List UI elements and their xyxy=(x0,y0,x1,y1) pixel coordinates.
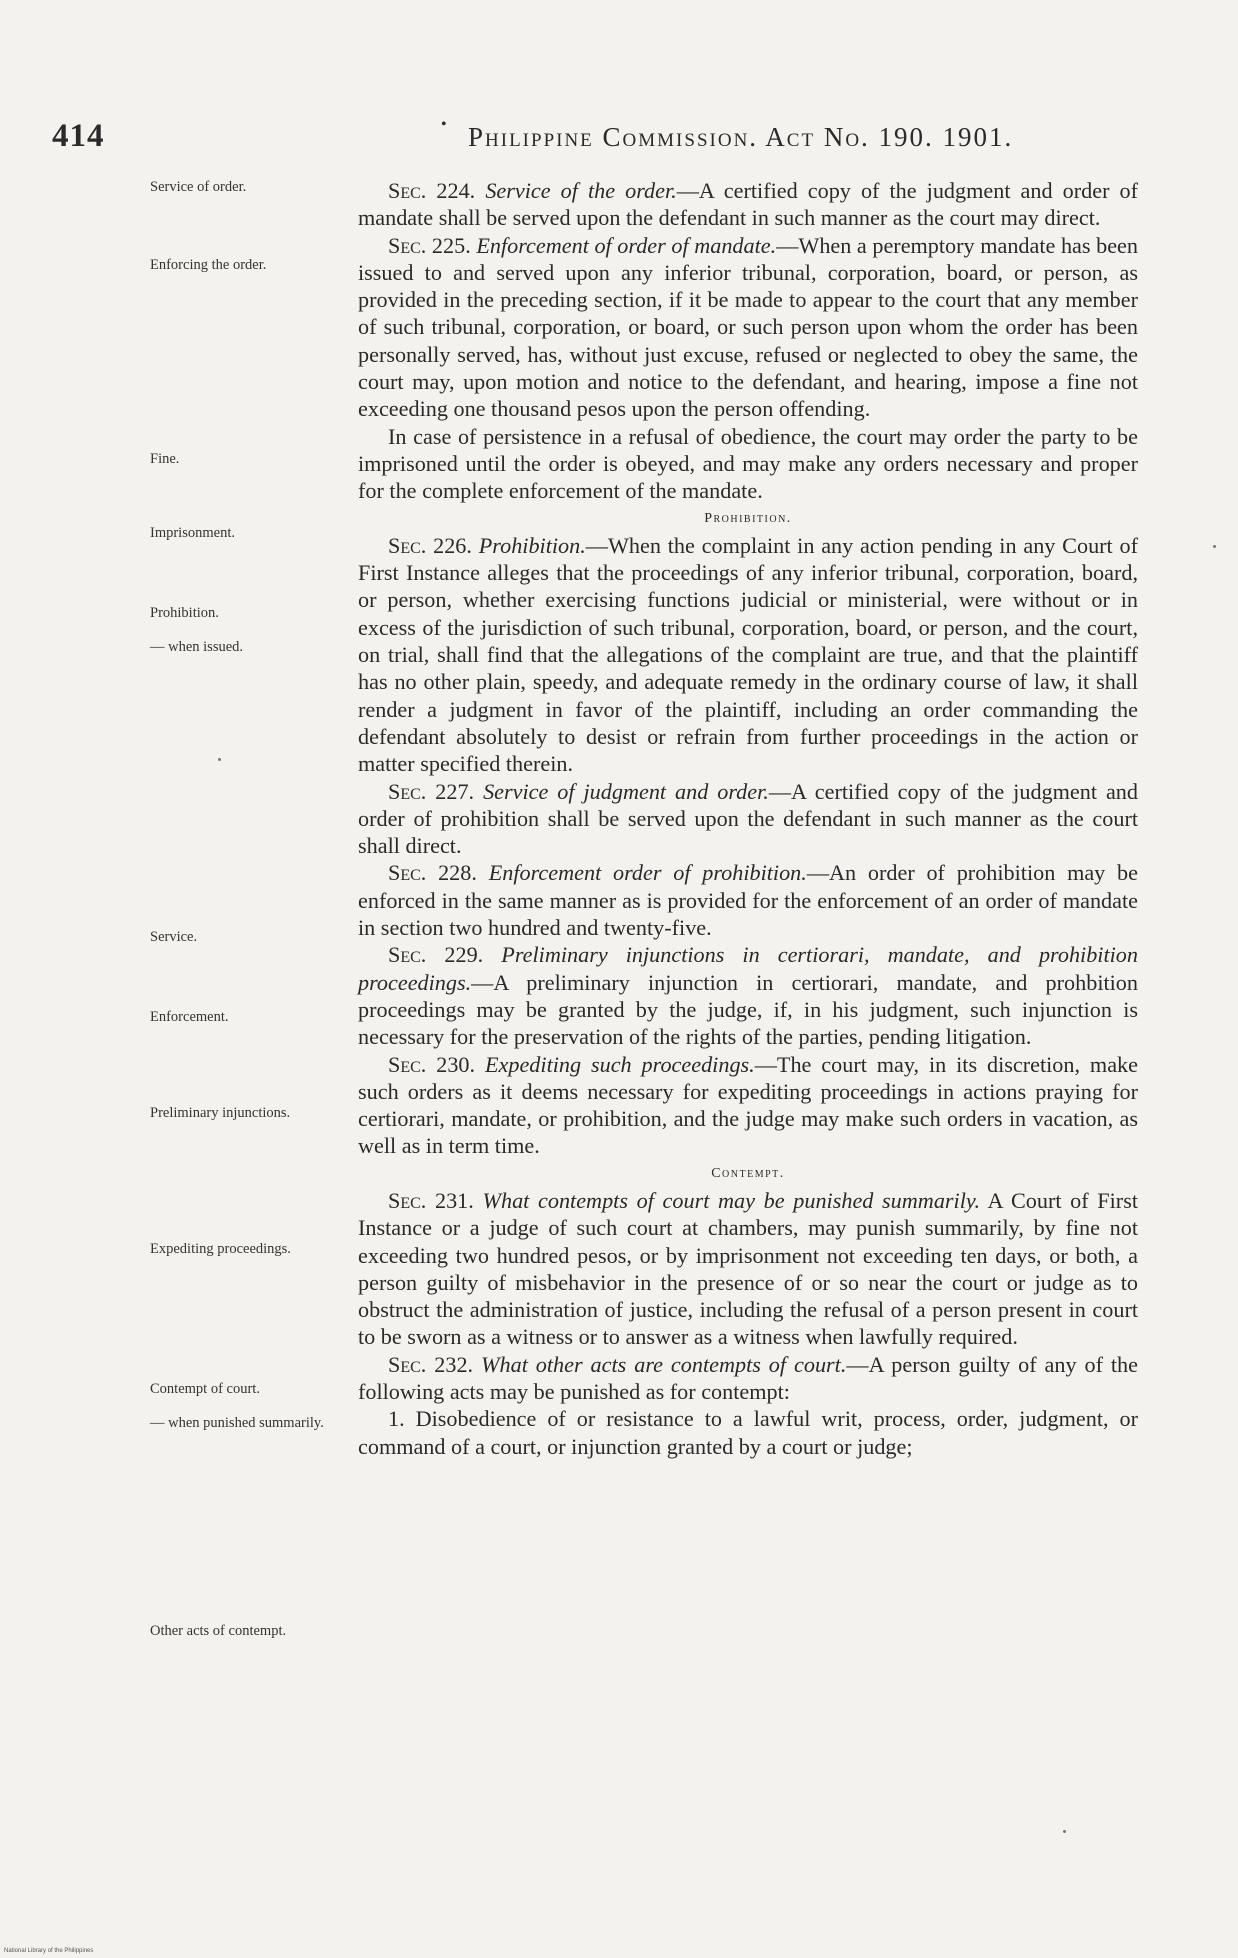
scan-speck xyxy=(1213,545,1216,548)
heading-contempt: Contempt. xyxy=(711,1165,785,1181)
section-title: What contempts of court may be punished summarily. xyxy=(482,1187,981,1213)
scan-speck xyxy=(218,758,221,761)
section-text: —When the complaint in any action pending in any Court of First Instance alleges that the proceedings of any inferior tribunal, corporation, board, or person, whether exercising functions judicial or ministerial, were without or in excess of the jurisdiction of such tribunal, corporation, board, or person, and the court, on trial, shall find that the allegations of the complaint are true, and that the plaintiff has no other plain, speedy, and adequate remedy in the ordinary course of law, it shall render a judgment in favor of the plaintiff, including an order commanding the defendant absolutely to desist or refrain from further proceedings in the action or matter specified therein. xyxy=(358,532,1138,777)
section-label: Sec. 232. xyxy=(388,1351,474,1377)
section-text: —The court may, in its discretion, make such orders as it deems necessary for expediting proceedings in actions praying for certiorari, mandate, or prohibition, and the judge may make such orders in vacation, as well as in term time. xyxy=(358,1051,1138,1159)
section-title: Preliminary injunctions in certiorari, mandate, and prohibition proceedings. xyxy=(358,942,1138,995)
section-225 xyxy=(358,232,1138,423)
section-title: Expediting such proceedings. xyxy=(484,1051,755,1077)
header-dot: • xyxy=(441,116,447,133)
margin-note-fine: Fine. xyxy=(150,451,180,467)
margin-note-contempt-of-court: Contempt of court. xyxy=(150,1381,260,1397)
section-title: Enforcement order of prohibition. xyxy=(488,860,807,886)
section-title: Service of the order. xyxy=(485,178,677,203)
margin-note-imprisonment: Imprisonment. xyxy=(150,525,235,541)
heading-prohibition: Prohibition. xyxy=(704,510,792,526)
scan-speck xyxy=(1063,1830,1066,1833)
section-text: —A person guilty of any of the following acts may be punished as for contempt: xyxy=(358,1351,1138,1405)
margin-note-when-punished-summarily: — when punished summarily. xyxy=(150,1415,324,1431)
section-228 xyxy=(358,859,1138,941)
page-number: 414 xyxy=(52,118,105,154)
section-label: Sec. 230. xyxy=(388,1051,476,1077)
section-text: A Court of First Instance or a judge of such court at chambers, may punish summarily, by fine not exceeding two hundred pesos, or by imprisonment not exceeding ten days, or both, a person guilty of misbehavior in the presence of or so near the court or judge as to obstruct the administration of justice, including the refusal of a person present in court to be sworn as a witness or to answer as a witness when lawfully required. xyxy=(358,1187,1138,1350)
margin-note-enforcement: Enforcement. xyxy=(150,1009,229,1025)
section-231 xyxy=(358,1187,1138,1351)
section-label: Sec. 226. xyxy=(388,532,472,558)
section-label: Sec. 231. xyxy=(388,1187,474,1213)
section-232 xyxy=(358,1351,1138,1406)
section-label: Sec. 224. xyxy=(388,178,476,203)
margin-note-other-acts-of-contempt: Other acts of contempt. xyxy=(150,1623,287,1639)
margin-note-service-of-order: Service of order. xyxy=(150,179,247,195)
section-230 xyxy=(358,1051,1138,1160)
margin-note-prohibition: Prohibition. xyxy=(150,605,219,621)
section-text: —When a peremptory mandate has been issued to and served upon any inferior tribunal, corporation, board, or person, as provided in the preceding section, if it be made to appear to the court that any member of such tribunal, corporation, or board, or such person upon whom the order has been personally served, has, without just excuse, refused or neglected to obey the same, the court may, upon motion and notice to the defendant, and hearing, impose a fine not exceeding one thousand pesos upon the person offending. xyxy=(358,232,1139,422)
section-text: —A preliminary injunction in certiorari, mandate, and prohbition proceedings may be granted by the judge, if, in his judgment, such injunction is necessary for the preservation of the rights of the parties, pending litigation. xyxy=(358,969,1138,1050)
section-224 xyxy=(358,177,1138,232)
section-text: —An order of prohibition may be enforced in the same manner as is provided for the enforcement of an order of mandate in section two hundred and twenty-five. xyxy=(358,860,1138,941)
running-head: Philippine Commission. Act No. 190. 1901. xyxy=(468,122,1014,152)
section-title: Service of judgment and order. xyxy=(483,778,769,804)
section-label: Sec. 228. xyxy=(388,860,477,886)
section-title: Prohibition. xyxy=(478,532,586,558)
section-225-continued: In case of persistence in a refusal of obedience, the court may order the party to be imprisoned until the order is obeyed, and may make any orders necessary and proper for the complete enforcement of the mandate. xyxy=(358,423,1138,504)
section-label: Sec. 225. xyxy=(388,232,471,258)
margin-note-expediting-proceedings: Expediting proceedings. xyxy=(150,1241,291,1257)
section-text: —A certified copy of the judgment and order of prohibition shall be served upon the defendant in such manner as the court shall direct. xyxy=(358,778,1138,859)
section-title: Enforcement of order of mandate. xyxy=(476,232,777,258)
section-229 xyxy=(358,941,1138,1050)
body-text xyxy=(358,177,1138,1460)
scan-footer: National Library of the Philippines xyxy=(4,1948,94,1954)
section-227 xyxy=(358,778,1138,860)
section-label: Sec. 227. xyxy=(388,778,475,804)
margin-note-when-issued: — when issued. xyxy=(150,639,244,655)
list-item-1: 1. Disobedience of or resistance to a lawful writ, process, order, judgment, or command of a court, or injunction granted by a court or judge; xyxy=(358,1406,1138,1459)
margin-note-enforcing-the-order: Enforcing the order. xyxy=(150,257,267,273)
section-label: Sec. 229. xyxy=(388,942,484,968)
section-text: —A certified copy of the judgment and order of mandate shall be served upon the defendant in such manner as the court may direct. xyxy=(358,178,1139,231)
section-226 xyxy=(358,532,1138,778)
margin-note-preliminary-injunctions: Preliminary injunctions. xyxy=(150,1105,291,1121)
page-header xyxy=(0,118,1238,158)
section-title: What other acts are contempts of court. xyxy=(481,1351,847,1377)
margin-note-service: Service. xyxy=(150,929,198,945)
